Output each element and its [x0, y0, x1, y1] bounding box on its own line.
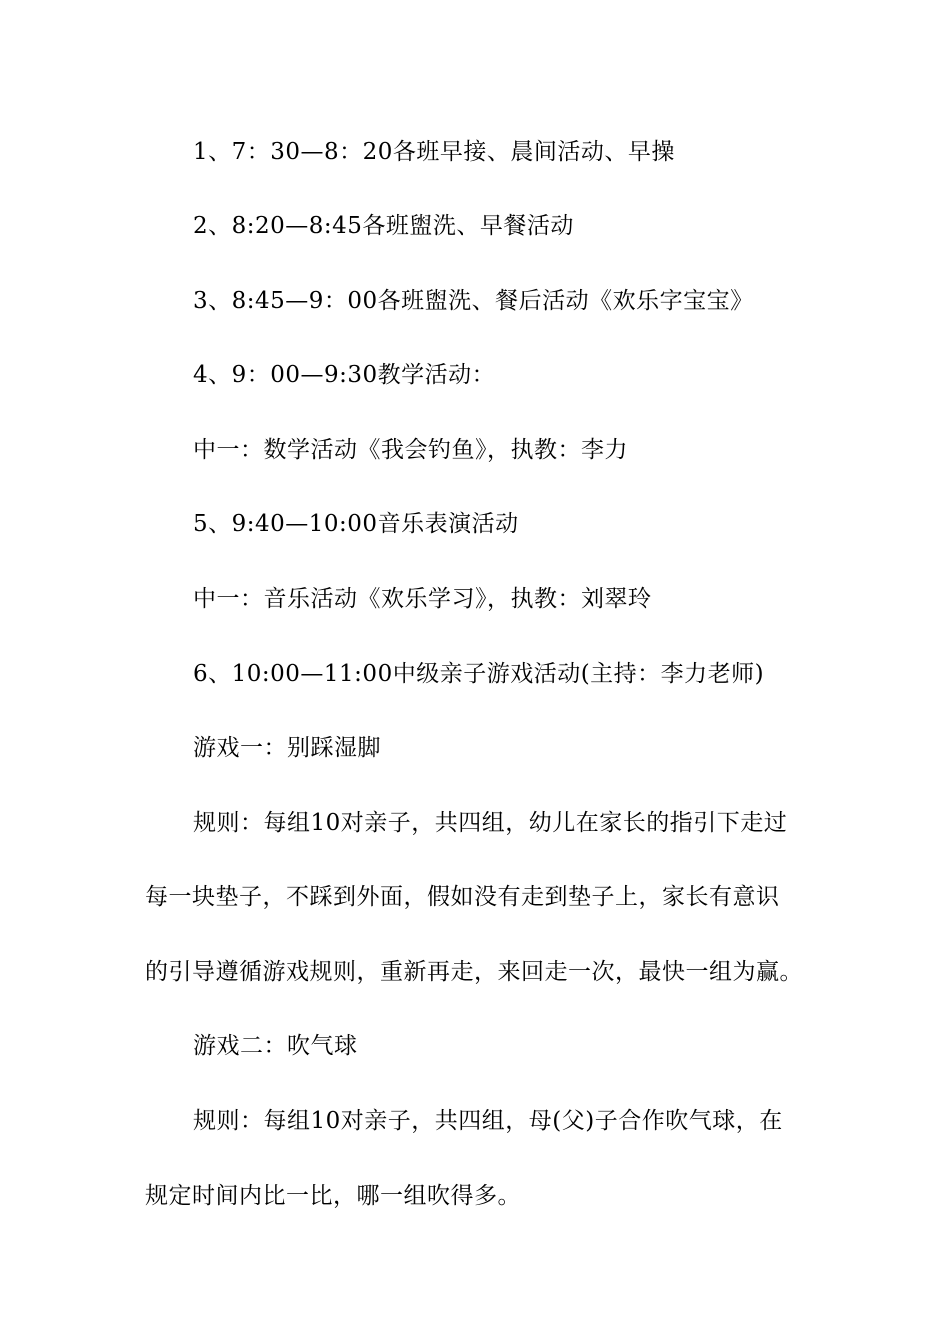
class-activity-math: 中一：数学活动《我会钓鱼》，执教：李力 [193, 437, 628, 463]
game-two-rule-line-2: 规定时间内比一比，哪一组吹得多。 [145, 1183, 521, 1209]
game-two-title: 游戏二：吹气球 [193, 1033, 358, 1059]
class-activity-music: 中一：音乐活动《欢乐学习》，执教：刘翠玲 [193, 586, 652, 612]
schedule-item-2: 2、8:20—8:45各班盥洗、早餐活动 [193, 213, 574, 239]
schedule-item-6: 6、10:00—11:00中级亲子游戏活动(主持：李力老师) [193, 661, 765, 687]
schedule-item-4: 4、9：00—9:30教学活动： [193, 362, 496, 388]
game-one-title: 游戏一：别踩湿脚 [193, 735, 381, 761]
game-two-rule-line-1: 规则：每组10对亲子，共四组，母(父)子合作吹气球，在 [193, 1108, 783, 1134]
game-one-rule-line-1: 规则：每组10对亲子，共四组，幼儿在家长的指引下走过 [193, 810, 788, 836]
schedule-item-1: 1、7：30—8：20各班早接、晨间活动、早操 [193, 139, 675, 165]
game-one-rule-line-3: 的引导遵循游戏规则，重新再走，来回走一次，最快一组为赢。 [145, 959, 803, 985]
schedule-item-5: 5、9:40—10:00音乐表演活动 [193, 511, 519, 537]
game-one-rule-line-2: 每一块垫子，不踩到外面，假如没有走到垫子上，家长有意识 [145, 884, 780, 910]
schedule-item-3: 3、8:45—9：00各班盥洗、餐后活动《欢乐字宝宝》 [193, 288, 754, 314]
